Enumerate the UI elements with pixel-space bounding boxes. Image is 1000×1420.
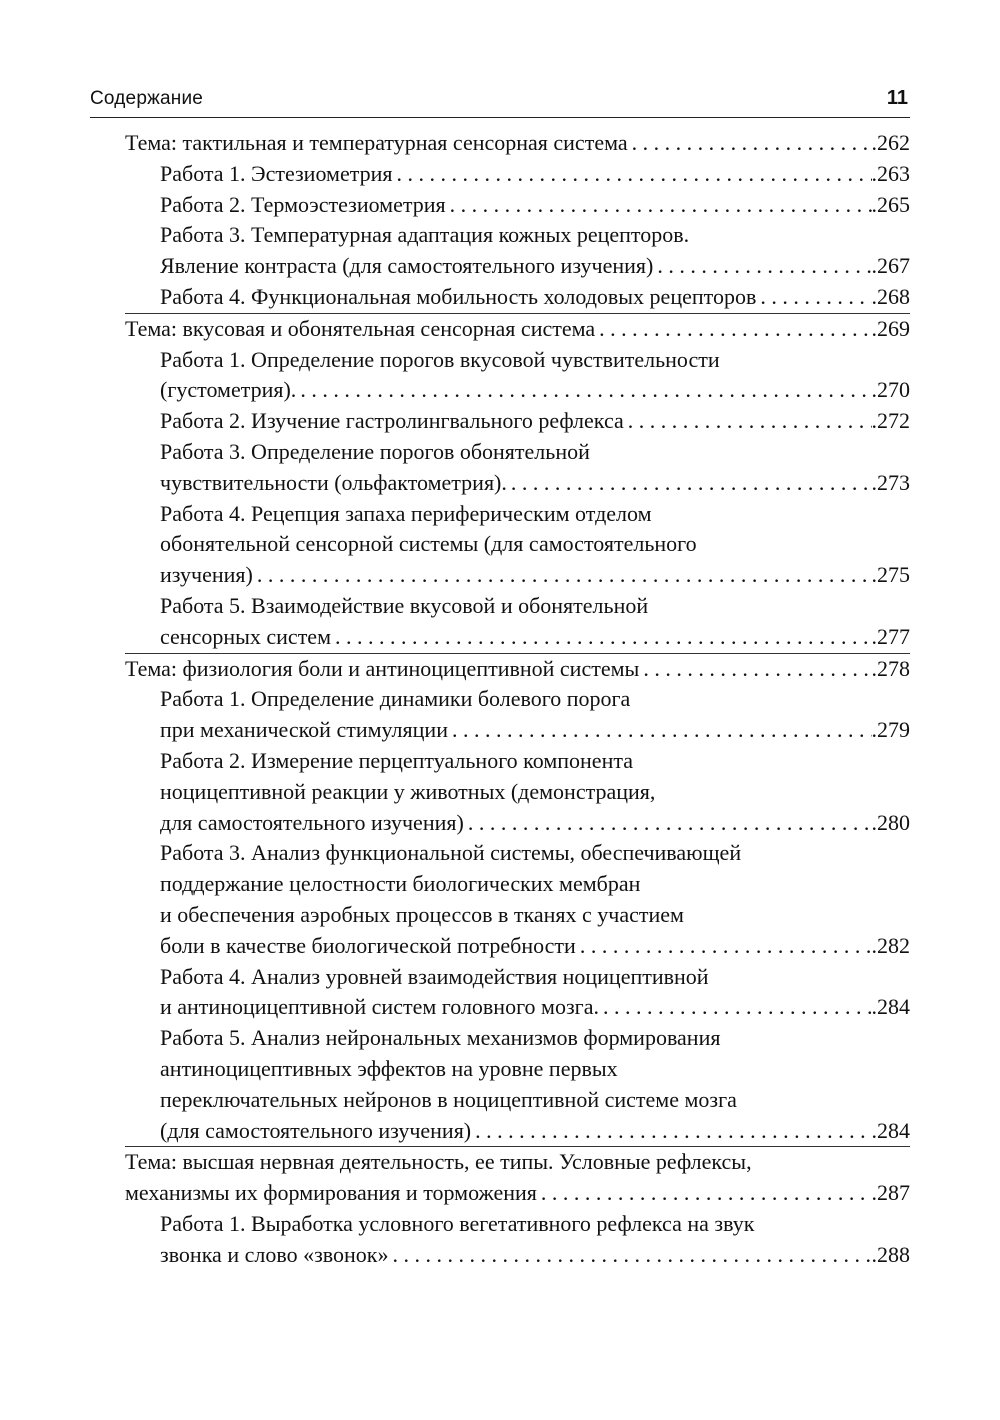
toc-entry-last-line — [160, 468, 910, 499]
toc-entry-line: механизмы их формирования и торможения — [125, 1180, 537, 1206]
dot-leader — [468, 808, 872, 839]
toc-entry-line: звонка и слово «звонок» — [160, 1241, 389, 1267]
toc-entry-line: Работа 1. Эстезиометрия — [160, 160, 393, 186]
toc-entry-line: Работа 1. Определение порогов вкусовой чувствительности — [160, 346, 720, 372]
toc-work-entry — [90, 437, 910, 499]
toc-entry-line: поддержание целостности биологических мембран — [160, 871, 641, 897]
toc-entry-last-line — [160, 715, 910, 746]
toc-entry-line: Работа 1. Выработка условного вегетативного рефлекса на звук — [160, 1210, 755, 1236]
toc-entry-line: Работа 4. Рецепция запаха периферическим отделом — [160, 500, 652, 526]
toc-page-number: .277 — [871, 623, 910, 649]
dot-leader — [628, 406, 872, 437]
toc-work-entry — [90, 591, 910, 653]
toc-page-number: .270 — [871, 377, 910, 403]
toc-entry-line: и антиноцицептивной систем головного мозга. — [160, 994, 599, 1020]
toc-entry-last-line — [125, 654, 910, 685]
dot-leader — [760, 282, 871, 313]
toc-entry-last-line — [160, 1116, 910, 1147]
toc-page-number: .284 — [871, 994, 910, 1020]
dot-leader — [335, 622, 872, 653]
toc-entry-last-line — [125, 128, 910, 159]
toc-work-entry — [90, 499, 910, 591]
toc-entry-line: Работа 5. Взаимодействие вкусовой и обонятельной — [160, 592, 649, 618]
toc-entry-last-line — [160, 282, 910, 313]
toc-entry-line: при механической стимуляции — [160, 717, 448, 743]
toc-entry-line: Работа 4. Функциональная мобильность холодовых рецепторов — [160, 283, 757, 309]
toc-page-number: .272 — [871, 408, 910, 434]
toc-topic-entry — [90, 128, 910, 159]
toc-entry-last-line — [160, 159, 910, 190]
toc-work-entry — [90, 1209, 910, 1271]
toc-entry-line: Работа 3. Определение порогов обонятельной — [160, 438, 590, 464]
toc-page-number: .269 — [871, 315, 910, 341]
dot-leader — [300, 375, 871, 406]
toc-page-number: .262 — [871, 130, 910, 155]
toc-entry-last-line — [160, 992, 910, 1023]
toc-entry-line: Тема: высшая нервная деятельность, ее типы. Условные рефлексы, — [125, 1149, 752, 1175]
toc-entry-line: Работа 2. Измерение перцептуального компонента — [160, 747, 633, 773]
dot-leader — [450, 190, 872, 221]
dot-leader — [392, 1240, 871, 1271]
toc-work-entry — [90, 1023, 910, 1146]
toc-work-entry — [90, 159, 910, 190]
toc-work-entry — [90, 838, 910, 961]
toc-entry-last-line — [125, 1178, 910, 1209]
toc-entry-line: Работа 5. Анализ нейрональных механизмов формирования — [160, 1025, 721, 1051]
toc-entry-line: изучения) — [160, 562, 253, 588]
toc-entry-line: Тема: тактильная и температурная сенсорная система — [125, 130, 628, 155]
toc-page-number: .288 — [871, 1241, 910, 1267]
toc-entry-line: сенсорных систем — [160, 623, 331, 649]
toc-page-number: .287 — [871, 1180, 910, 1206]
dot-leader — [603, 992, 872, 1023]
dot-leader — [257, 560, 872, 591]
toc-entry-line: антиноцицептивных эффектов на уровне первых — [160, 1055, 618, 1081]
dot-leader — [452, 715, 872, 746]
dot-leader — [599, 314, 871, 345]
toc-entry-last-line — [125, 314, 910, 345]
toc-entry-line: боли в качестве биологической потребности — [160, 932, 576, 958]
toc-work-entry — [90, 345, 910, 407]
toc-page-number: .263 — [871, 160, 910, 186]
toc-entry-last-line — [160, 406, 910, 437]
toc-entry-line: Работа 1. Определение динамики болевого порога — [160, 686, 631, 712]
toc-page-number: .284 — [871, 1117, 910, 1143]
header-rule — [90, 117, 910, 118]
toc-topic-entry — [90, 654, 910, 685]
toc-entry-line: и обеспечения аэробных процессов в тканях с участием — [160, 901, 684, 927]
page-number: 11 — [886, 87, 908, 109]
toc-page-number: .273 — [871, 469, 910, 495]
toc-page-number: .280 — [871, 809, 910, 835]
toc-entry-line: Работа 3. Температурная адаптация кожных рецепторов. — [160, 222, 690, 248]
toc-entry-line: Тема: физиология боли и антиноцицептивной системы — [125, 655, 640, 681]
toc-entry-last-line — [160, 251, 910, 282]
toc-page-number: .275 — [871, 562, 910, 588]
dot-leader — [397, 159, 872, 190]
toc-page-number: .265 — [871, 191, 910, 217]
toc-entry-line: обонятельной сенсорной системы (для самостоятельного — [160, 531, 697, 557]
toc-entry-line: (густометрия). — [160, 377, 297, 403]
toc-work-entry — [90, 190, 910, 221]
toc-work-entry — [90, 406, 910, 437]
toc-entry-line: Работа 2. Термоэстезиометрия — [160, 191, 446, 217]
running-header — [90, 84, 910, 116]
dot-leader — [643, 654, 871, 685]
toc-entry-last-line — [160, 560, 910, 591]
toc-entry-line: Работа 2. Изучение гастролингвального рефлекса — [160, 408, 624, 434]
toc-entry-line: Работа 4. Анализ уровней взаимодействия ноцицептивной — [160, 963, 709, 989]
toc-entry-last-line — [160, 190, 910, 221]
dot-leader — [475, 1116, 871, 1147]
toc-work-entry — [90, 746, 910, 838]
toc-work-entry — [90, 282, 910, 313]
toc-entry-last-line — [160, 375, 910, 406]
toc-entry-line: переключательных нейронов в ноцицептивной системе мозга — [160, 1086, 737, 1112]
toc-work-entry — [90, 962, 910, 1024]
dot-leader — [632, 128, 872, 159]
toc-topic-entry — [90, 1147, 910, 1209]
dot-leader — [580, 931, 872, 962]
running-header-title: Содержание — [90, 88, 204, 109]
toc-page-number: .282 — [871, 932, 910, 958]
dot-leader — [541, 1178, 872, 1209]
toc-entry-line: для самостоятельного изучения) — [160, 809, 464, 835]
table-of-contents — [90, 128, 910, 1270]
toc-page-number: .268 — [871, 283, 910, 309]
toc-entry-last-line — [160, 808, 910, 839]
toc-entry-line: (для самостоятельного изучения) — [160, 1117, 472, 1143]
toc-entry-line: Тема: вкусовая и обонятельная сенсорная система — [125, 315, 596, 341]
dot-leader — [657, 251, 871, 282]
toc-entry-line: ноцицептивной реакции у животных (демонстрация, — [160, 778, 656, 804]
toc-work-entry — [90, 684, 910, 746]
toc-entry-last-line — [160, 1240, 910, 1271]
toc-page-number: .267 — [871, 253, 910, 279]
toc-entry-last-line — [160, 931, 910, 962]
toc-page-number: .278 — [871, 655, 910, 681]
toc-entry-line: Явление контраста (для самостоятельного изучения) — [160, 253, 654, 279]
toc-topic-entry — [90, 314, 910, 345]
dot-leader — [511, 468, 872, 499]
toc-work-entry — [90, 220, 910, 282]
toc-entry-line: Работа 3. Анализ функциональной системы, обеспечивающей — [160, 840, 742, 866]
toc-page-number: .279 — [871, 717, 910, 743]
toc-entry-line: чувствительности (ольфактометрия). — [160, 469, 507, 495]
toc-entry-last-line — [160, 622, 910, 653]
